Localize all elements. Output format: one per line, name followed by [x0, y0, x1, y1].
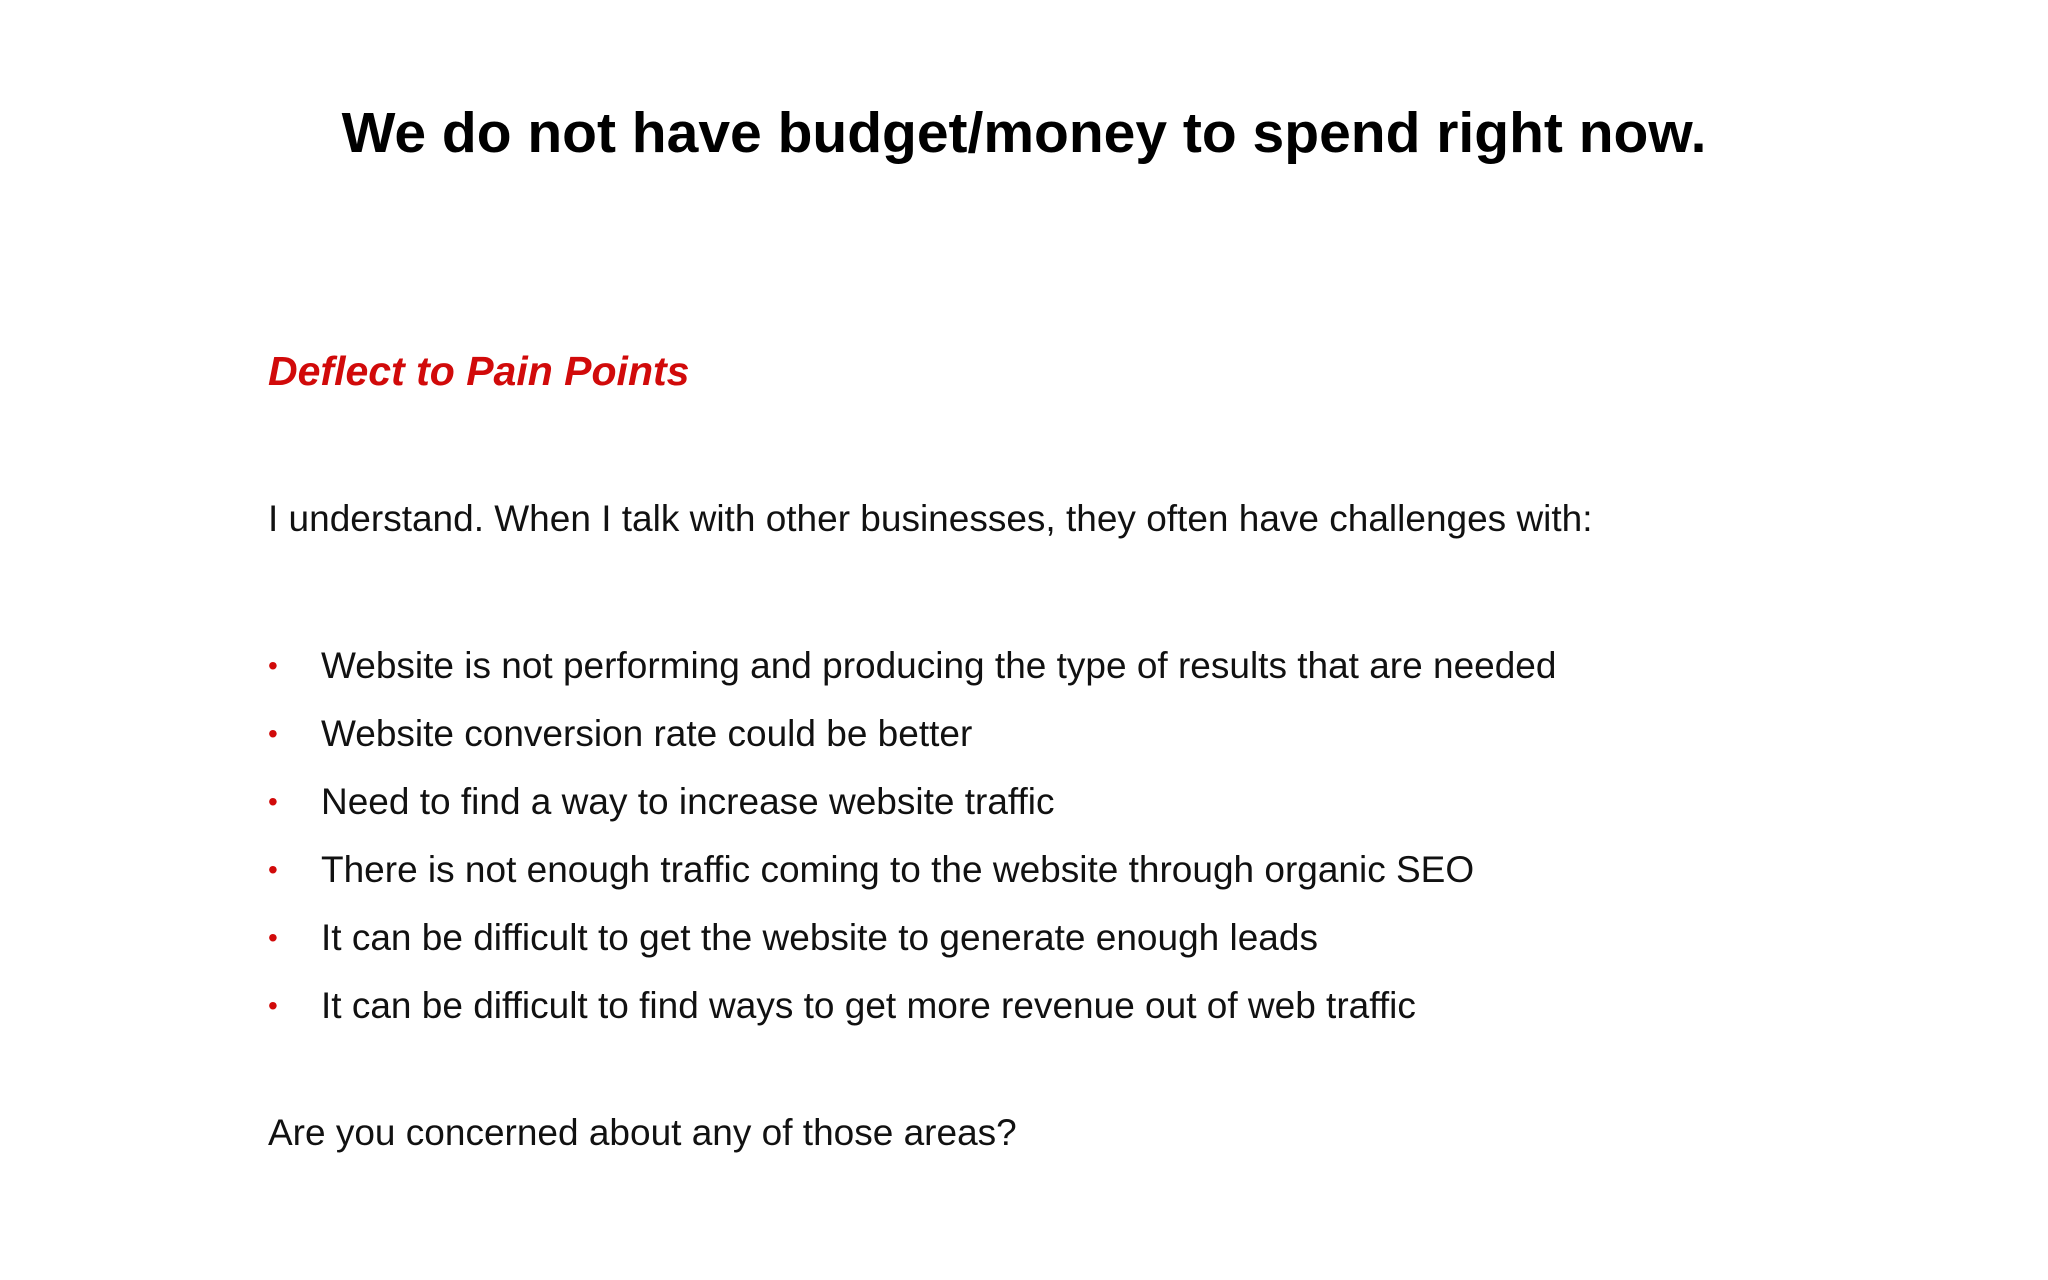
list-item-text: There is not enough traffic coming to the website through organic SEO: [321, 849, 1475, 890]
bullet-icon: •: [268, 650, 278, 681]
section-subheading: Deflect to Pain Points: [268, 348, 690, 394]
list-item: [268, 972, 1556, 1040]
slide-title: We do not have budget/money to spend right now.: [341, 101, 1707, 165]
list-item: [268, 700, 1556, 768]
list-item-text: Website conversion rate could be better: [321, 713, 973, 754]
bullet-icon: •: [268, 990, 278, 1021]
list-item-text: It can be difficult to get the website to generate enough leads: [321, 917, 1318, 958]
pain-points-list: [268, 632, 1556, 1040]
bullet-icon: •: [268, 786, 278, 817]
intro-text: I understand. When I talk with other businesses, they often have challenges with:: [268, 498, 1593, 539]
list-item: [268, 768, 1556, 836]
list-item: [268, 904, 1556, 972]
closing-question: Are you concerned about any of those areas?: [268, 1112, 1017, 1153]
list-item-text: Website is not performing and producing the type of results that are needed: [321, 645, 1557, 686]
list-item-text: Need to find a way to increase website traffic: [321, 781, 1055, 822]
list-item-text: It can be difficult to find ways to get more revenue out of web traffic: [321, 985, 1416, 1026]
list-item: [268, 836, 1556, 904]
bullet-icon: •: [268, 718, 278, 749]
bullet-icon: •: [268, 854, 278, 885]
list-item: [268, 632, 1556, 700]
bullet-icon: •: [268, 922, 278, 953]
